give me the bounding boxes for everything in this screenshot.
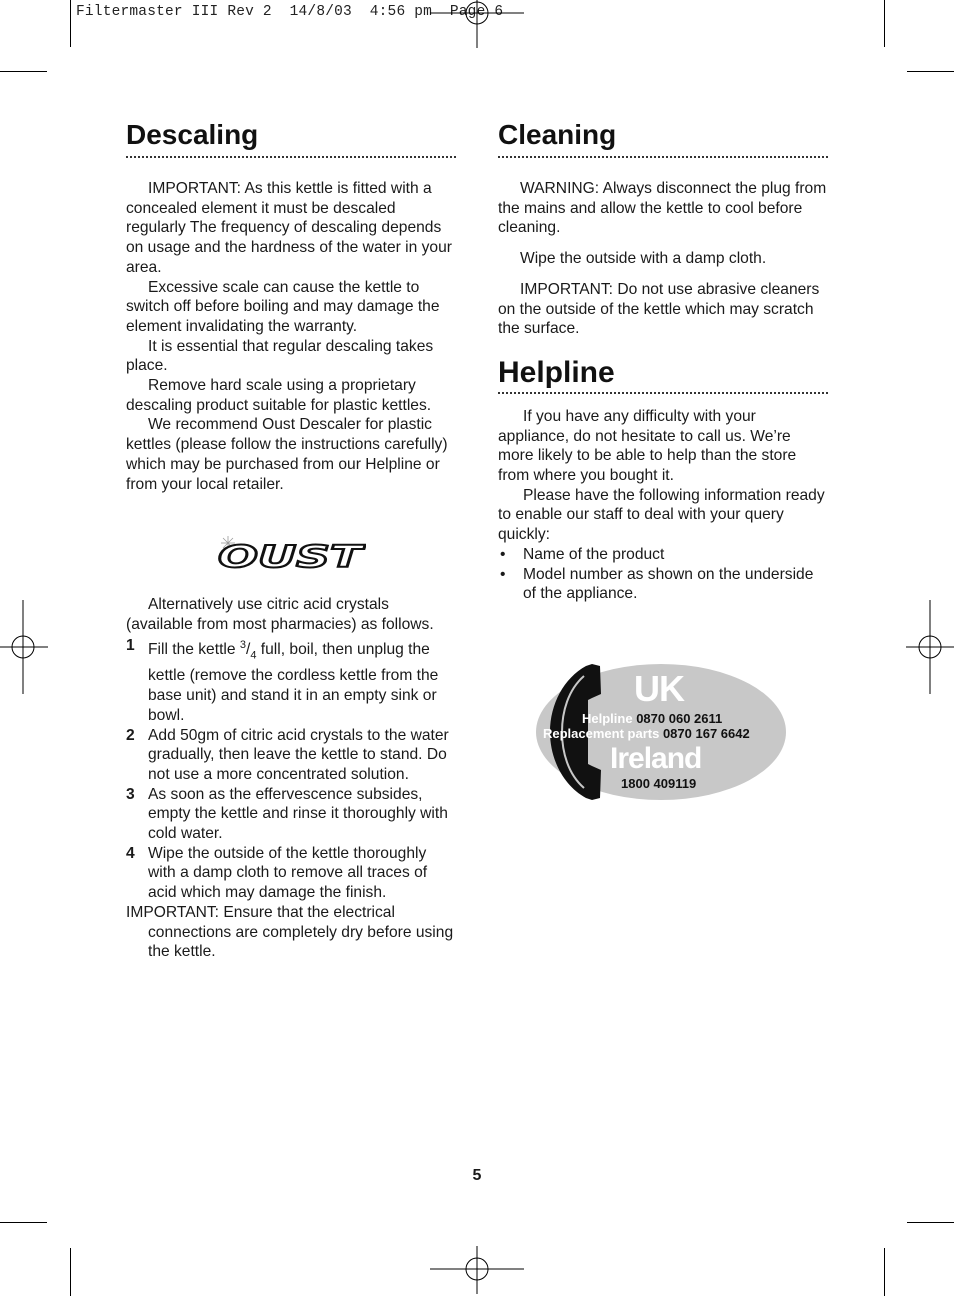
step-number: 2 xyxy=(126,726,135,744)
list-item xyxy=(126,844,456,903)
list-item xyxy=(126,726,456,785)
oust-logo-graphic xyxy=(214,534,366,574)
parts-row xyxy=(543,726,750,741)
crop-mark xyxy=(70,1248,71,1296)
helpline-graphic xyxy=(534,660,790,804)
descaling-paragraph: It is essential that regular descaling takes place. xyxy=(126,337,434,375)
descaling-paragraph: IMPORTANT: As this kettle is fitted with a concealed element it must be descaled regularly The frequency of descaling depends on usage and the hardness of the water in your area. xyxy=(126,180,452,276)
ireland-label: Ireland xyxy=(610,742,702,775)
cleaning-paragraph: WARNING: Always disconnect the plug from the mains and allow the kettle to cool before cleaning. xyxy=(498,180,827,237)
step-number: 4 xyxy=(126,844,135,862)
cleaning-paragraph: Wipe the outside with a damp cloth. xyxy=(520,250,767,268)
helpline-bullets xyxy=(498,545,828,604)
registration-mark-bottom xyxy=(430,1246,524,1294)
parts-number: 0870 167 6642 xyxy=(662,726,750,741)
descaling-steps xyxy=(126,636,456,902)
oust-logo xyxy=(214,534,366,574)
print-slug: Filtermaster III Rev 2 14/8/03 4:56 pm Page 6 xyxy=(76,4,504,20)
helpline-paragraph: Please have the following information ready to enable our staff to deal with your query quickly: xyxy=(498,486,825,544)
step-text: Wipe the outside of the kettle thoroughly with a damp cloth to remove all traces of acid which may damage the finish. xyxy=(148,844,428,902)
descaling-column-continued xyxy=(126,595,456,962)
list-item xyxy=(498,565,828,604)
oust-logo-text: OUST xyxy=(218,540,366,574)
list-item xyxy=(498,545,828,565)
crop-mark xyxy=(907,1222,954,1223)
bullet: • xyxy=(500,545,506,563)
step-number: 3 xyxy=(126,785,135,803)
fraction-numerator: 3 xyxy=(239,639,246,652)
helpline-label: Helpline xyxy=(582,711,633,726)
registration-mark-top xyxy=(430,0,524,48)
helpline-number: 0870 060 2611 xyxy=(636,711,723,726)
parts-label: Replacement parts xyxy=(543,726,660,741)
bullet-text: Model number as shown on the underside of the appliance. xyxy=(523,565,814,603)
descaling-column xyxy=(126,118,456,494)
descaling-paragraph: We recommend Oust Descaler for plastic kettles (please follow the instructions carefully) which may be purchased from our Helpline or from your local retailer. xyxy=(126,416,448,493)
list-item xyxy=(126,636,456,725)
descaling-paragraph: Excessive scale can cause the kettle to switch off before boiling and may damage the element invalidating the warranty. xyxy=(126,278,440,335)
crop-mark xyxy=(70,0,71,47)
crop-mark xyxy=(884,0,885,47)
step-text: Fill the kettle xyxy=(148,641,240,659)
fraction-slash: / xyxy=(246,641,251,659)
step-number: 1 xyxy=(126,637,135,655)
helpline-paragraph: If you have any difficulty with your appliance, do not hesitate to call us. We’re more likely to be able to help than the store from where you bought it. xyxy=(498,407,797,485)
descaling-paragraph: Alternatively use citric acid crystals (available from most pharmacies) as follows. xyxy=(126,596,434,633)
page-number: 5 xyxy=(472,1167,482,1184)
descaling-heading: Descaling xyxy=(126,119,259,150)
cleaning-paragraph: IMPORTANT: Do not use abrasive cleaners on the outside of the kettle which may scratch the surface. xyxy=(498,280,820,338)
bullet: • xyxy=(500,565,506,583)
ireland-number: 1800 409119 xyxy=(621,776,697,791)
registration-mark-left xyxy=(0,600,48,694)
uk-label: UK xyxy=(634,668,684,709)
bullet-text: Name of the product xyxy=(523,545,665,563)
list-item xyxy=(126,785,456,844)
cleaning-column xyxy=(498,118,828,604)
registration-mark-right xyxy=(906,600,954,694)
step-text: As soon as the effervescence subsides, empty the kettle and rinse it thoroughly with cold water. xyxy=(148,785,448,843)
crop-mark xyxy=(884,1248,885,1296)
step-text: full, boil, then unplug the kettle (remove the cordless kettle from the base unit) and stand it in an empty sink or bowl. xyxy=(148,641,439,724)
final-important-note: IMPORTANT: Ensure that the electrical connections are completely dry before using the kettle. xyxy=(126,903,454,961)
fraction-denominator: 4 xyxy=(250,649,257,662)
crop-mark xyxy=(907,71,954,72)
crop-mark xyxy=(0,1222,47,1223)
step-text: Add 50gm of citric acid crystals to the water gradually, then leave the kettle to stand. Do not use a more concentrated solution. xyxy=(148,726,449,783)
crop-mark xyxy=(0,71,47,72)
cleaning-heading: Cleaning xyxy=(498,119,617,150)
helpline-row xyxy=(582,711,722,726)
helpline-heading: Helpline xyxy=(498,355,615,389)
descaling-paragraph: Remove hard scale using a proprietary descaling product suitable for plastic kettles. xyxy=(126,377,432,414)
